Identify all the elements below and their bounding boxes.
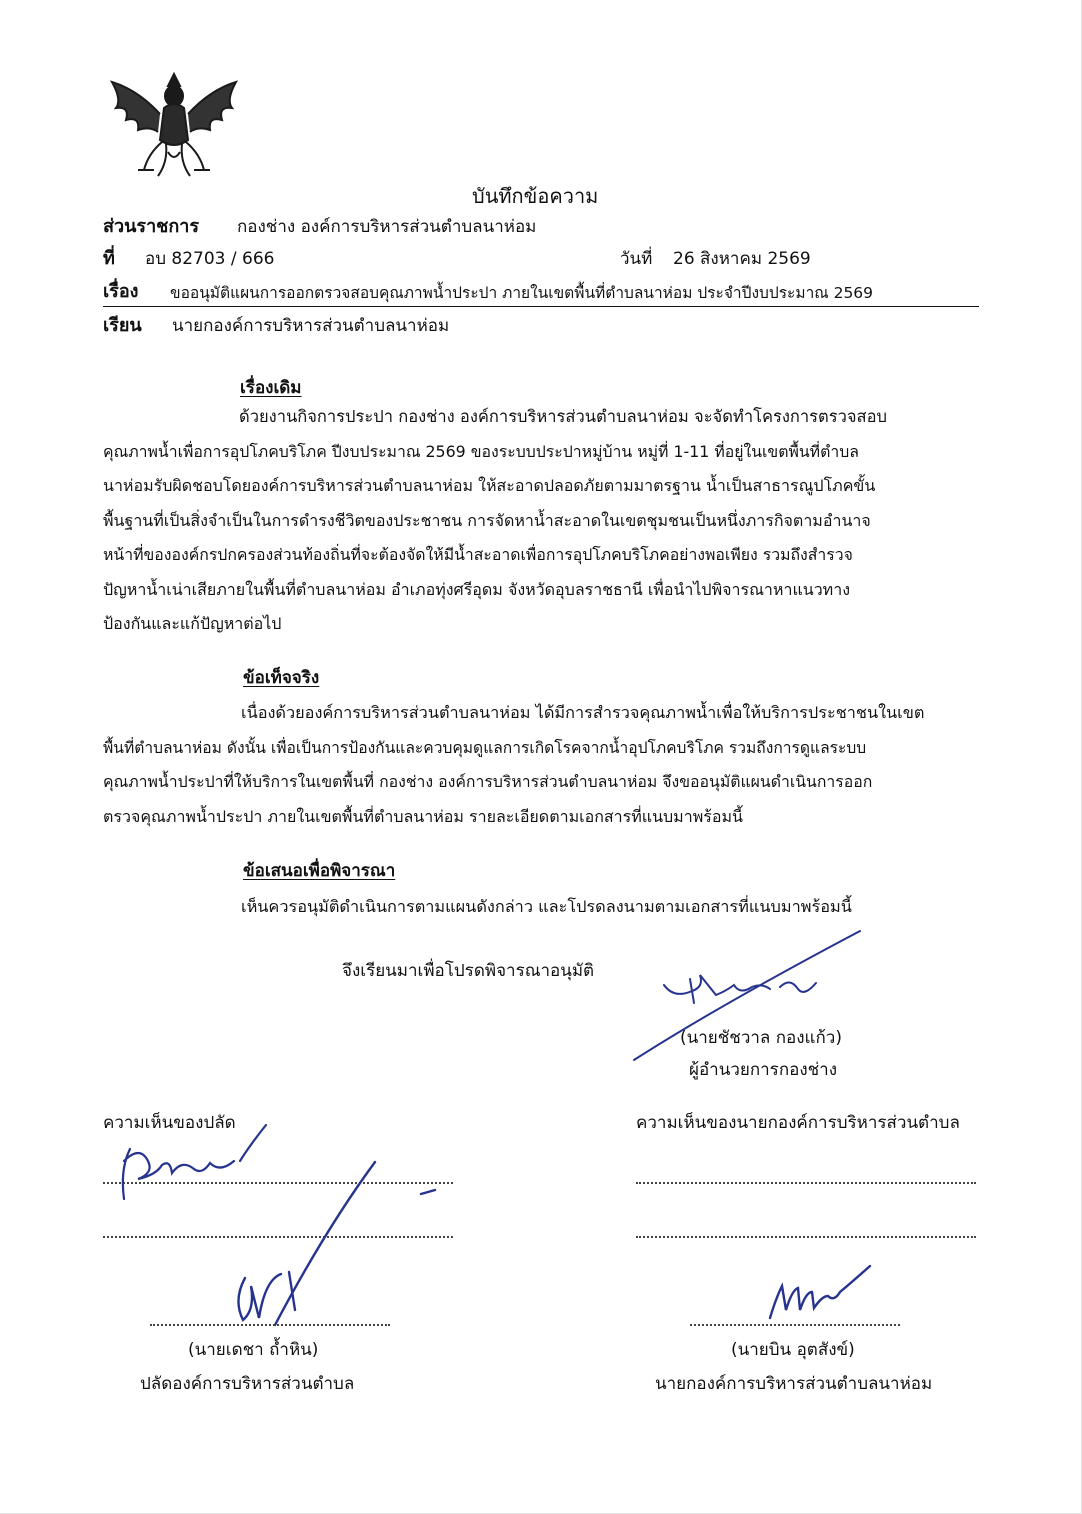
proposal-paragraph [103,890,983,925]
mayor-signature-line [690,1324,900,1326]
paragraph-line: เห็นควรอนุมัติดำเนินการตามแผนดังกล่าว และโปรดลงนามตามเอกสารที่แนบมาพร้อมนี้ [241,897,852,916]
closing-text: จึงเรียนมาเพื่อโปรดพิจารณาอนุมัติ [342,961,595,981]
date-value: 26 สิงหาคม 2569 [673,249,811,269]
paragraph-line: ปัญหาน้ำเน่าเสียภายในพื้นที่ตำบลนาห่อม อำเภอทุ่งศรีอุดม จังหวัดอุบลราชธานี เพื่อนำไปพิจารณาหาแนวทาง [103,579,851,599]
agency-label: ส่วนราชการ [103,216,200,237]
subject-underline [103,306,979,307]
background-paragraph [103,400,983,642]
to-label: เรียน [103,315,142,336]
clerk-opinion-label: ความเห็นของปลัด [103,1113,236,1133]
paragraph-line: นาห่อมรับผิดชอบโดยองค์การบริหารส่วนตำบลนาห่อม ให้สะอาดปลอดภัยตามมาตรฐาน น้ำเป็นสาธารณูปโภคขั้น [103,476,876,495]
memo-title: บันทึกข้อความ [472,184,599,208]
clerk-signature [225,1160,465,1330]
ref-value: อบ 82703 / 666 [145,249,275,269]
clerk-signature-line [150,1324,390,1326]
mayor-signature [760,1262,880,1322]
paragraph-line: พื้นที่ตำบลนาห่อม ดังนั้น เพื่อเป็นการป้องกันและควบคุมดูแลการเกิดโรคจากน้ำอุปโภคบริโภค รวมถึงการดูแลระบบ [103,738,867,757]
agency-value: กองช่าง องค์การบริหารส่วนตำบลนาห่อม [237,217,537,237]
date-label: วันที่ [620,249,653,269]
paragraph-line: คุณภาพน้ำเพื่อการอุปโภคบริโภค ปีงบประมาณ 2569 ของระบบประปาหมู่บ้าน หมู่ที่ 1-11 ที่อยู่ในเขตพื้นที่ตำบล [103,441,859,461]
subject-label: เรื่อง [103,281,139,302]
facts-paragraph [103,696,983,834]
mayor-opinion-line [636,1182,976,1184]
paragraph-line: ด้วยงานกิจการประปา กองช่าง องค์การบริหารส่วนตำบลนาห่อม จะจัดทำโครงการตรวจสอบ [239,407,887,426]
paragraph-line: ตรวจคุณภาพน้ำประปา ภายในเขตพื้นที่ตำบลนาห่อม รายละเอียดตามเอกสารที่แนบมาพร้อมนี้ [103,806,743,826]
paragraph-line: เนื่องด้วยองค์การบริหารส่วนตำบลนาห่อม ได้มีการสำรวจคุณภาพน้ำเพื่อให้บริการประชาชนในเขต [241,703,925,722]
background-heading: เรื่องเดิม [240,378,302,398]
mayor-opinion-line [636,1236,976,1238]
mayor-title: นายกองค์การบริหารส่วนตำบลนาห่อม [655,1374,933,1394]
garuda-emblem-icon [108,70,240,180]
subject-value: ขออนุมัติแผนการออกตรวจสอบคุณภาพน้ำประปา ภายในเขตพื้นที่ตำบลนาห่อม ประจำปีงบประมาณ 2569 [170,284,874,302]
mayor-opinion-label: ความเห็นของนายกองค์การบริหารส่วนตำบล [636,1113,960,1133]
director-title: ผู้อำนวยการกองช่าง [689,1060,838,1080]
facts-heading: ข้อเท็จจริง [243,668,320,688]
proposal-heading: ข้อเสนอเพื่อพิจารณา [243,861,396,881]
to-value: นายกองค์การบริหารส่วนตำบลนาห่อม [172,316,450,336]
ref-label: ที่ [103,248,115,269]
paragraph-line: คุณภาพน้ำประปาที่ให้บริการในเขตพื้นที่ กองช่าง องค์การบริหารส่วนตำบลนาห่อม จึงขออนุมัติแผนดำเนินการออก [103,772,873,791]
clerk-title: ปลัดองค์การบริหารส่วนตำบล [140,1374,355,1394]
paragraph-line: หน้าที่ขององค์กรปกครองส่วนท้องถิ่นที่จะต้องจัดให้มีน้ำสะอาดเพื่อการอุปโภคบริโภคอย่างพอเพียง รวมถึงสำรวจ [103,545,853,564]
mayor-name: (นายบิน อุตสังข์) [731,1340,855,1360]
clerk-name: (นายเดชา ถ้ำหิน) [188,1340,319,1360]
paragraph-line: พื้นฐานที่เป็นสิ่งจำเป็นในการดำรงชีวิตของประชาชน การจัดหาน้ำสะอาดในเขตชุมชนเป็นหนึ่งภารกิจตามอำนาจ [103,510,871,530]
paragraph-line: ป้องกันและแก้ปัญหาต่อไป [103,614,282,633]
director-name: (นายชัชวาล กองแก้ว) [680,1028,842,1048]
